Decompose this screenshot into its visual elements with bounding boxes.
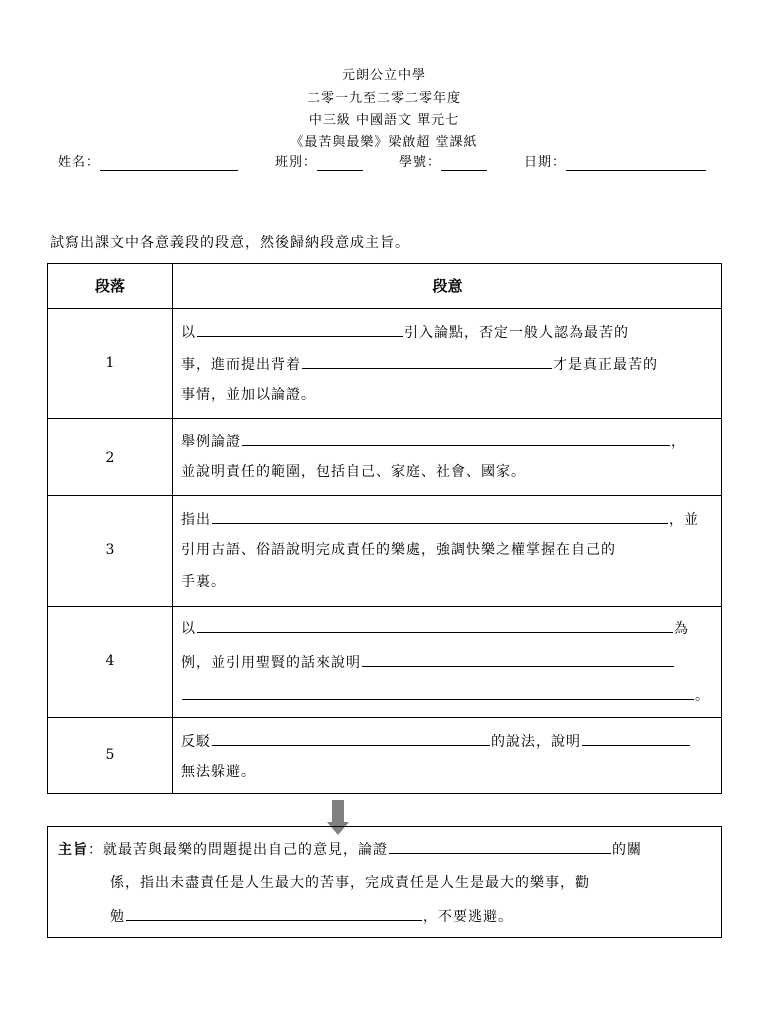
fill-blank[interactable]: [197, 322, 403, 337]
row5-line1: [181, 731, 691, 751]
instruction: 試寫出課文中各意義段的段意，然後歸納段意成主旨。: [50, 235, 410, 251]
class-label: 班別：: [275, 155, 318, 170]
row3-line2: 引用古語、俗語說明完成責任的樂處，強調快樂之權掌握在自己的: [181, 542, 616, 558]
fill-blank[interactable]: [197, 618, 673, 633]
row4-line3: [181, 685, 710, 705]
row-number: 2: [105, 450, 115, 466]
class-field: [275, 155, 363, 171]
text: 勉: [110, 909, 125, 925]
row1-line1: [181, 322, 629, 342]
fill-blank[interactable]: [242, 431, 670, 446]
row4-line1: [181, 618, 689, 638]
row5-line2: 無法躲避。: [181, 764, 256, 780]
text: 才是真正最苦的: [553, 357, 658, 373]
fill-blank[interactable]: [212, 731, 490, 746]
header-meaning: 段意: [432, 277, 463, 295]
row-number: 1: [105, 355, 115, 371]
text: ，: [671, 434, 686, 450]
row-divider: [48, 717, 721, 718]
fill-blank[interactable]: [362, 652, 674, 667]
text: ：: [88, 842, 103, 858]
text: 例，並引用聖賢的話來說明: [181, 655, 361, 671]
text: 舉例論證: [181, 434, 241, 450]
row-number: 3: [105, 542, 115, 558]
fill-blank[interactable]: [389, 839, 611, 854]
fill-blank[interactable]: [182, 685, 694, 700]
text: 的關: [612, 842, 642, 858]
fill-blank[interactable]: [212, 509, 668, 524]
text: 。: [695, 688, 710, 704]
row-number: 5: [105, 747, 115, 763]
text: 事，進而提出背着: [181, 357, 301, 373]
paragraph-table: [47, 263, 722, 794]
summary-label: 主旨: [58, 842, 88, 858]
name-blank[interactable]: [100, 156, 238, 171]
date-blank[interactable]: [566, 156, 706, 171]
text: 為: [674, 621, 689, 637]
row1-line2: [181, 354, 658, 374]
name-label: 姓名：: [58, 155, 101, 170]
text: 引入論點，否定一般人認為最苦的: [404, 325, 629, 341]
row4-line2: [181, 652, 675, 672]
header-paragraph: 段落: [94, 277, 125, 295]
date-field: [524, 155, 706, 171]
worksheet-title: 《最苦與最樂》梁啟超 堂課紙: [290, 135, 478, 150]
date-label: 日期：: [524, 155, 567, 170]
row-divider: [48, 418, 721, 419]
academic-year: 二零一九至二零二零年度: [306, 91, 461, 106]
text: 反駁: [181, 734, 211, 750]
row3-line3: 手裏。: [181, 574, 226, 590]
summary-line3: [110, 906, 513, 926]
number-field: [399, 155, 487, 171]
text: ，並: [669, 512, 699, 528]
number-blank[interactable]: [441, 156, 487, 171]
row-divider: [48, 308, 721, 309]
number-label: 學號：: [399, 155, 442, 170]
row2-line1: [181, 431, 686, 451]
row3-line1: [181, 509, 699, 529]
text: 就最苦與最樂的問題提出自己的意見，論證: [103, 842, 388, 858]
summary-line1: [58, 839, 642, 859]
name-field: [58, 155, 238, 171]
summary-line2: 係，指出未盡責任是人生最大的苦事，完成責任是人生是最大的樂事，勸: [110, 875, 590, 891]
text: 的說法，說明: [491, 734, 581, 750]
text: 以: [181, 325, 196, 341]
text: ，不要逃避。: [423, 909, 513, 925]
fill-blank[interactable]: [302, 354, 552, 369]
fill-blank[interactable]: [582, 731, 690, 746]
row-divider: [48, 606, 721, 607]
course-title: 中三級 中國語文 單元七: [308, 113, 460, 128]
summary-box: [47, 826, 722, 938]
row-number: 4: [105, 653, 115, 669]
row2-line2: 並說明責任的範圍，包括自己、家庭、社會、國家。: [181, 464, 526, 480]
column-divider: [172, 264, 173, 793]
row-divider: [48, 495, 721, 496]
fill-blank[interactable]: [126, 906, 422, 921]
text: 指出: [181, 512, 211, 528]
text: 以: [181, 621, 196, 637]
school-name: 元朗公立中學: [341, 68, 426, 83]
row1-line3: 事情，並加以論證。: [181, 387, 316, 403]
class-blank[interactable]: [317, 156, 363, 171]
